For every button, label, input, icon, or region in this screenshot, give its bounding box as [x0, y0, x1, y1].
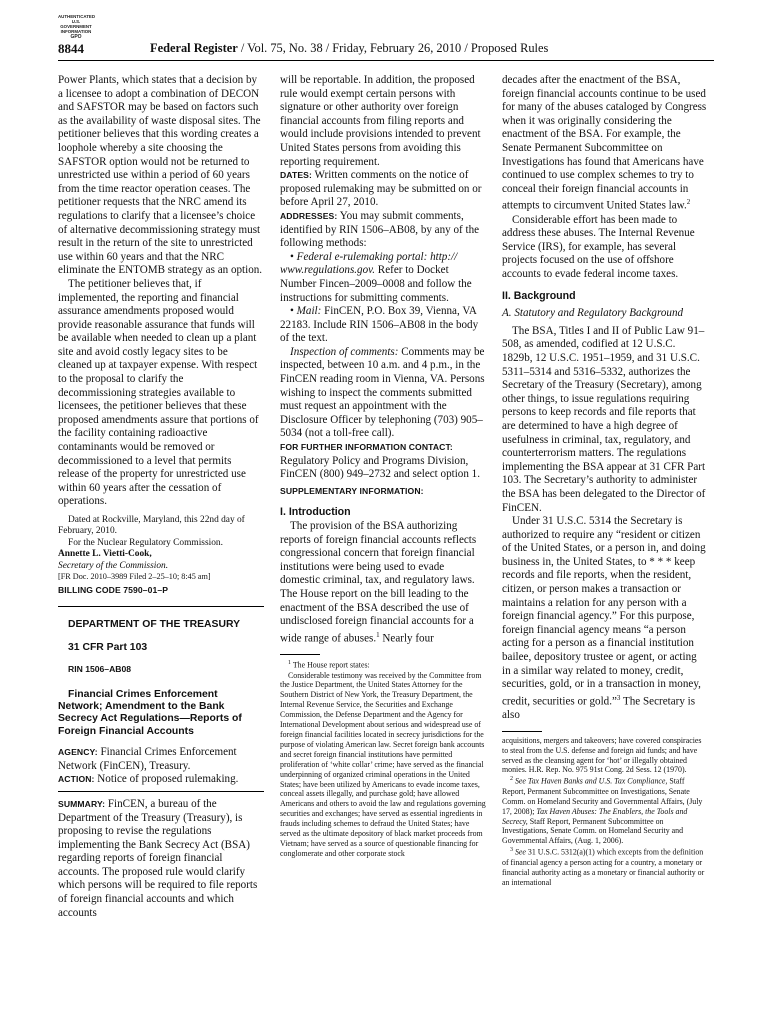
paragraph: Power Plants, which states that a decision by a licensee to adopt a combination of DECON and SAFSTOR may be based on factors such as the availability of waste disposal sites. The petitioner believes that this wording creates a loophole whereby a site choosing the SAFSTOR option would not be returned to unrestricted use within a period of 60 years from the time reactor operation ceases. The petitioner requests that the NRC amend its regulations to clarify that a licensee’s choice of alternative decommissioning strategy must result in the return of the site to unrestricted use within 60 years and that the NRC eliminate the ENTOMB strategy as an option. — [58, 74, 263, 277]
method-bullet: • Mail: FinCEN, P.O. Box 39, Vienna, VA 22183. Include RIN 1506–AB08 in the body of the text. — [280, 305, 479, 345]
bullet-label: Mail: — [296, 305, 322, 318]
action-entry — [58, 773, 264, 787]
footnote-continued: acquisitions, mergers and takeovers; have covered conspiracies to steal from the U.S. defense and foreign aid funds; and have served as the cleansing agent for ‘hot’ or illegally obtained monies. H.R. Rep. No. 975 91st Cong. 2d Sess. 12 (1970). — [502, 735, 702, 775]
summary-entry — [58, 798, 264, 920]
paragraph: The BSA, Titles I and II of Public Law 91–508, as amended, codified at 12 U.S.C. 1829b, 12 U.S.C. 1951–1959, and 31 U.S.C. 5311–5314 and 5316–5332, authorizes the Secretary of the Treasury (Secretary), among other things, to issue regulations requiring persons to keep records and file reports that are determined to have a high degree of usefulness in criminal, tax, regulatory, and counterterrorism matters. The regulations implementing the BSA appear at 31 CFR Part 103. The Secretary’s authority to administer the BSA has been delegated to the Director of FinCEN. — [502, 324, 706, 514]
paragraph-tail: The Secretary is also — [502, 695, 696, 722]
paragraph: will be reportable. In addition, the proposed rule would exempt certain persons with signature or other authority over foreign financial accounts from filing reports and would include provisions intended to prevent United States persons from avoiding this reporting requirement. — [280, 74, 481, 168]
dates-label: DATES: — [280, 170, 312, 181]
footnote-text: Considerable testimony was received by the Committee from the Justice Department, the United States Attorney for the Southern District of New York, the Treasury Department, the Internal Revenue Service, the Securities and Exchange Commission, the Defense Department and the Agency for International Development about serious and widespread use of foreign financial facilities located in secrecy jurisdictions for the purpose of violating American law. Secret foreign bank accounts and secret foreign financial institutions have permitted proliferation of ‘white collar’ crime; have served as the financial underpinning of organized criminal operations in the United States; have been utilized by Americans to evade income taxes, conceal assets illegally, and purchase gold; have allowed Americans and others to avoid the law and regulations governing securities and exchanges; have served as essential ingredients in frauds including schemes to defraud the United States; have served as the ultimate depository of black market proceeds from Vietnam; have served as a source of questionable financing for conglomerate and other corporate stock — [280, 670, 486, 858]
billing-code: BILLING CODE 7590–01–P — [58, 585, 169, 596]
footnote-italic: Tax Haven Abuses: The Enablers, the Tools and Secrecy, — [502, 806, 688, 826]
footnote-rule — [502, 731, 542, 732]
rin-number: RIN 1506–AB08 — [68, 663, 132, 674]
footnotes — [280, 659, 486, 859]
inspection-text: Comments may be inspected, between 10 a.m. and 4 p.m., in the FinCEN reading room in Vienna, VA. Persons wishing to inspect the comments submitted must request an appointment with the Disclosure Officer by telephoning (703) 905–5034 (not a toll-free call). — [280, 345, 485, 440]
issue-info: / Vol. 75, No. 38 / Friday, February 26, 2010 / Proposed Rules — [237, 41, 549, 55]
summary-text: FinCEN, a bureau of the Department of the Treasury (Treasury), is proposing to revise the regulations implementing the Bank Secrecy Act (BSA) regarding reports of foreign financial accounts. The proposed rule would clarify which persons will be required to file reports of foreign financial accounts and which accounts — [58, 797, 258, 919]
inspection-entry — [280, 346, 486, 441]
seal-line: U.S. GOVERNMENT — [60, 19, 92, 29]
contact-text: Regulatory Policy and Programs Division, FinCEN (800) 949–2732 and select option 1. — [280, 454, 480, 481]
running-header — [150, 41, 548, 56]
intro-tail: Nearly four — [379, 632, 434, 645]
column-1 — [58, 74, 264, 920]
intro-heading: I. Introduction — [280, 506, 351, 519]
bullet-text: Refer to Docket Number Fincen–2009–0008 and follow the instructions for submitting comments. — [280, 264, 472, 304]
seal-line: INFORMATION — [60, 29, 92, 34]
action-text: Notice of proposed rulemaking. — [94, 773, 239, 786]
dated-line: Dated at Rockville, Maryland, this 22nd day of February, 2010. — [58, 515, 245, 537]
footnote-text: 31 U.S.C. 5312(a)(1) which excepts from the definition of financial agency a person acting for a country, a monetary or financial authority acting as a monetary or financial authority or an international — [502, 847, 705, 887]
footnote-ref: 2 — [686, 198, 691, 207]
paragraph — [502, 74, 708, 214]
inspection-label: Inspection of comments: — [290, 345, 399, 358]
method-bullet: • Federal e-rulemaking portal: http:// www.regulations.gov. Refer to Docket Number Fincen–2009–0008 and follow the instructions for submitting comments. — [280, 250, 472, 304]
footnotes — [502, 736, 708, 888]
contact-label: FOR FURTHER INFORMATION CONTACT: — [280, 442, 453, 453]
fr-doc-line: [FR Doc. 2010–3989 Filed 2–25–10; 8:45 am] — [58, 572, 211, 582]
agency-label: AGENCY: — [58, 747, 98, 758]
seal-line: AUTHENTICATED — [58, 14, 95, 19]
paragraph: The petitioner believes that, if implemented, the reporting and financial assurance amendments proposed would provide reasonable assurance that funds will be available when needed to clean up a plant site and avoid costly legacy sites to be cleaned up at taxpayer expense. With respect to the proposal to clarify the decommissioning strategies available to licensees, the petitioner believes that these proposed amendments assure that portions of the facility containing radioactive contaminants would be removed or decommissioned to a level that permits release of the property for unrestricted use within 60 years after the cessation of operations. — [58, 277, 259, 508]
footnote-text: Staff Report, Permanent Subcommittee on Investigations, Senate Comm. on Homeland Security and Governmental Affairs, (Aug. 1, 2006). — [502, 816, 684, 846]
document-title: Financial Crimes Enforcement Network; Amendment to the Bank Secrecy Act Regulations—Reports of Foreign Financial Accounts — [58, 688, 242, 737]
paragraph — [502, 515, 708, 723]
agency-entry — [58, 746, 264, 773]
publication-name: Federal Register — [150, 41, 238, 55]
dates-text: Written comments on the notice of proposed rulemaking may be submitted on or before April 27, 2010. — [280, 169, 482, 209]
footnote-ref: 1 — [376, 630, 380, 639]
footnote-num: 2 — [510, 776, 513, 783]
column-3 — [502, 74, 708, 888]
signer-title: Secretary of the Commission. — [58, 560, 169, 571]
gpo-authentication-seal — [58, 14, 94, 40]
paragraph-text: Under 31 U.S.C. 5314 the Secretary is authorized to require any “resident or citizen of the United States, or a person in, and doing business in, the United States, to * * * keep records and file reports, when the resident, citizen, or person makes a transaction or maintains a relation for any person with a foreign financial agency.” For this purpose, foreign financial agency means “a person acting for a person as a financial institution bailee, depository trustee or agent, or acting in a similar way related to money, credit, securities, gold, or in a transaction in money, credit, securities or gold.” — [502, 515, 706, 708]
section-divider — [58, 606, 264, 607]
header-rule — [58, 60, 714, 61]
supplementary-label: SUPPLEMENTARY INFORMATION: — [280, 485, 424, 496]
background-subheading: A. Statutory and Regulatory Background — [502, 307, 684, 320]
footnote-ref: 3 — [616, 693, 621, 702]
footnote-num: 1 — [288, 660, 291, 667]
background-heading: II. Background — [502, 289, 576, 302]
footnote-rule — [280, 654, 320, 655]
addresses-label: ADDRESSES: — [280, 210, 338, 221]
page-number: 8844 — [58, 41, 84, 56]
intro-text: The provision of the BSA authorizing reports of foreign financial accounts reflects congressional concern that foreign financial institutions were being used to evade domestic criminal, tax, and regulatory laws. The House report on the bill leading to the enactment of the BSA described the use of undisclosed foreign financial accounts for a wide range of abuses. — [280, 520, 477, 645]
paragraph: Considerable effort has been made to address these abuses. The Internal Revenue Service (IRS), for example, has several projects focused on the use of offshore accounts to evade federal income taxes. — [502, 213, 695, 280]
agency-text: Financial Crimes Enforcement Network (FinCEN), Treasury. — [58, 746, 237, 772]
dates-entry — [280, 169, 486, 210]
summary-label: SUMMARY: — [58, 798, 106, 809]
signer-name: Annette L. Vietti-Cook, — [58, 549, 152, 560]
column-2 — [280, 74, 486, 859]
addresses-entry — [280, 210, 486, 251]
footnote-text: Staff Report, Permanent Subcommittee on Investigations, Senate Comm. on Homeland Security and Governmental Affairs, (July 17, 2008); — [502, 776, 703, 816]
bullet-text: FinCEN, P.O. Box 39, Vienna, VA 22183. Include RIN 1506–AB08 in the body of the text. — [280, 305, 479, 345]
footnote-intro: The House report states: — [291, 660, 370, 670]
gpo-logo: GPO — [70, 34, 82, 40]
for-commission: For the Nuclear Regulatory Commission. — [68, 537, 223, 548]
section-divider — [58, 791, 264, 792]
footnote-num: 3 — [510, 847, 513, 854]
cfr-part: 31 CFR Part 103 — [68, 642, 148, 654]
paragraph-text: decades after the enactment of the BSA, foreign financial accounts continue to be used for many of the abuses cataloged by Congress when it was originally considering the enactment of the BSA. For example, the Senate Permanent Subcommittee on Investigations has found that Americans have continued to use complex schemes to try to conceal their foreign financial accounts in attempts to circumvent United States law. — [502, 74, 707, 213]
agency-heading: DEPARTMENT OF THE TREASURY — [68, 618, 241, 630]
footnote-italic: See — [514, 847, 526, 857]
footnote-1 — [280, 659, 486, 671]
paragraph — [280, 520, 486, 646]
footnote-italic: See Tax Haven Banks and U.S. Tax Compliance, — [514, 776, 668, 786]
footnote-3 — [502, 846, 708, 887]
bullet-label: Federal e-rulemaking portal: http:// www.regulations.gov. — [280, 250, 458, 277]
action-label: ACTION: — [58, 774, 95, 785]
footnote-2 — [502, 775, 708, 846]
addresses-text: You may submit comments, identified by RIN 1506–AB08, by any of the following methods: — [280, 209, 480, 250]
